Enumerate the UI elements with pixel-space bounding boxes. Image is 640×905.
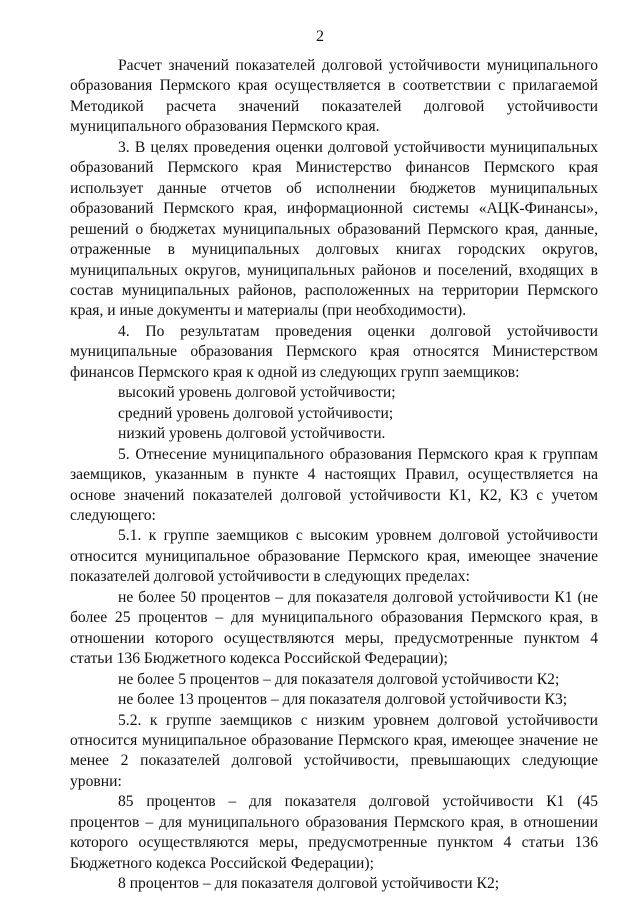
paragraph: 5.2. к группе заемщиков с низким уровнем долговой устойчивости относится муниципальное образование Пермского края, имеющее значение не менее 2 показателей долговой устойчивости, превышающих следующие уровни: [70, 711, 598, 790]
paragraph: 5.1. к группе заемщиков с высоким уровнем долговой устойчивости относится муниципальное образование Пермского края, имеющее значение показателей долговой устойчивости в следующих пределах: [70, 527, 598, 586]
paragraph: Расчет значений показателей долговой устойчивости муниципального образования Пермского края осуществляется в соответствии с прилагаемой Методикой расчета значений показателей долговой устойчивости муниципального образования Пермского края. [70, 57, 598, 136]
list-item: 8 процентов – для показателя долговой устойчивости К2; [118, 875, 500, 893]
paragraph: 3. В целях проведения оценки долговой устойчивости муниципальных образований Пермского края Министерство финансов Пермского края использует данные отчетов об исполнении бюджетов муниципальных образований Пермского края, информационной системы «АЦК-Финансы», решений о бюджетах муниципальных образований Пермского края, данные, отраженные в муниципальных долговых книгах городских округов, муниципальных округов, муниципальных районов и поселений, входящих в состав муниципальных районов, расположенных на территории Пермского края, и иные документы и материалы (при необходимости). [70, 138, 598, 320]
paragraph: 85 процентов – для показателя долговой устойчивости К1 (45 процентов – для муниципального образования Пермского края, в отношении которого осуществляются меры, предусмотренные пунктом 4 статьи 136 Бюджетного кодекса Российской Федерации); [70, 793, 598, 872]
list-item: не более 13 процентов – для показателя долговой устойчивости К3; [118, 691, 568, 709]
document-body [70, 56, 598, 895]
paragraph: 5. Отнесение муниципального образования Пермского края к группам заемщиков, указанным в пункте 4 настоящих Правил, осуществляется на основе значений показателей долговой устойчивости К1, К2, К3 с учетом следующего: [70, 445, 598, 524]
paragraph: 4. По результатам проведения оценки долговой устойчивости муниципальные образования Пермского края относятся Министерством финансов Пермского края к одной из следующих групп заемщиков: [70, 322, 598, 381]
paragraph: не более 50 процентов – для показателя долговой устойчивости К1 (не более 25 процентов – для муниципального образования Пермского края, в отношении которого осуществляются меры, предусмотренные пунктом 4 статьи 136 Бюджетного кодекса Российской Федерации); [70, 588, 598, 668]
list-item: низкий уровень долговой устойчивости. [118, 425, 386, 443]
page-number: 2 [316, 28, 324, 45]
list-item: средний уровень долговой устойчивости; [118, 404, 394, 422]
list-item: высокий уровень долговой устойчивости; [118, 384, 396, 402]
list-item: не более 5 процентов – для показателя долговой устойчивости К2; [118, 670, 560, 688]
